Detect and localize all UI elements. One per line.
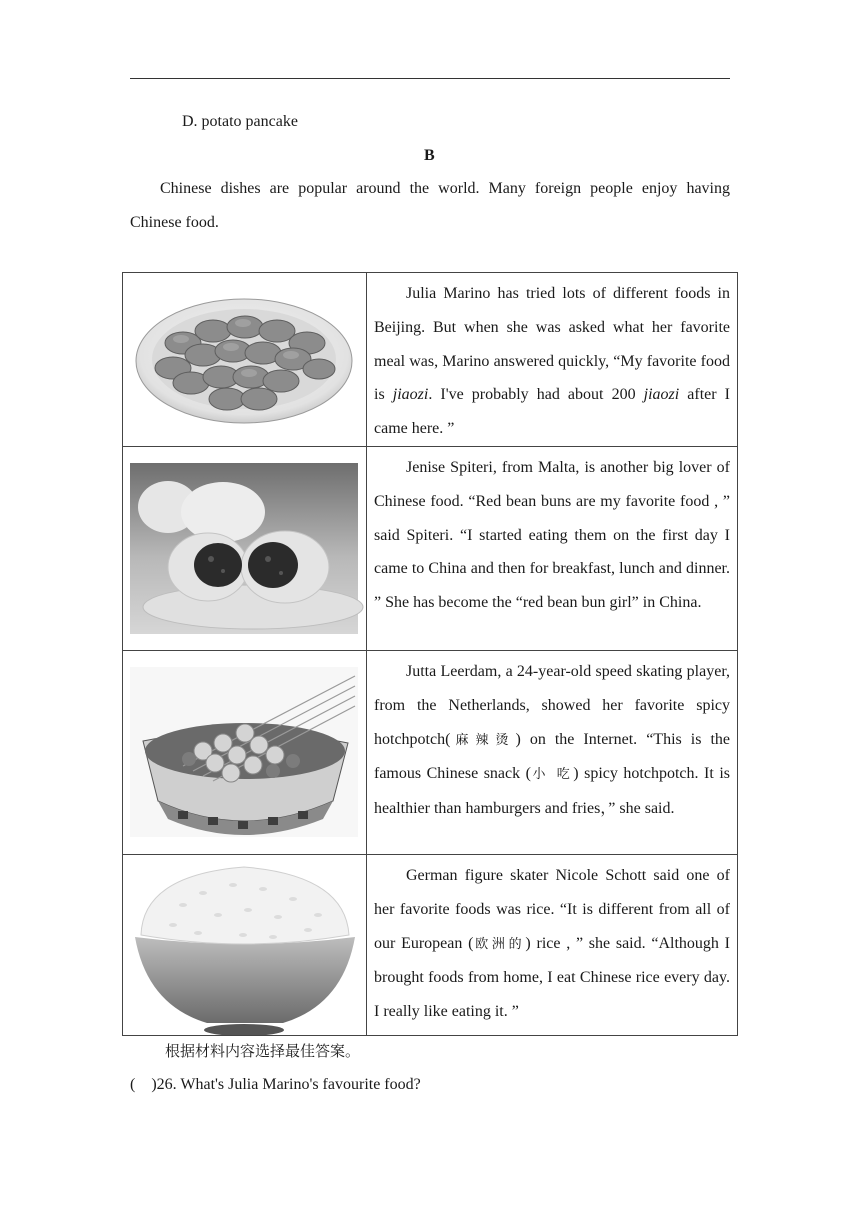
row1-italic-a: jiaozi	[392, 386, 429, 404]
image-cell	[123, 273, 367, 447]
text-cell	[367, 650, 738, 854]
text-cell	[367, 854, 738, 1035]
intro-text: Chinese dishes are popular around the world. Many foreign people enjoy having Chinese food.	[130, 180, 730, 231]
row3-text-a: Jutta Leerdam, a 24-year-old speed skating player, from the Netherlands, showed her favorite spicy hotchpotch(	[374, 662, 730, 748]
red-bean-buns-icon	[123, 447, 366, 650]
text-cell	[367, 446, 738, 650]
row2-text: Jenise Spiteri, from Malta, is another big lover of Chinese food. “Red bean buns are my favorite food , ” said Spiteri. “I started eating them on the first day I came to China and then for breakfast, lunch and dinner. ” She has become the “red bean bun girl” in China.	[374, 458, 730, 612]
header-rule	[130, 78, 730, 79]
option-d: D. potato pancake	[182, 113, 298, 130]
row3-text-c: ) spicy hotchpotch. It is healthier than hamburgers and fries，” she said.	[374, 765, 731, 818]
row1-text-b: . I've probably had about 200	[428, 386, 644, 404]
row1-text-c: after I came here. ”	[374, 386, 731, 438]
row4-text-b: ) rice , ” she said. “Although I brought foods from home, I eat Chinese rice every day. I really like eating it. ”	[374, 934, 730, 1021]
intro-paragraph	[130, 172, 730, 240]
image-cell	[123, 446, 367, 650]
food-table	[122, 272, 738, 1036]
table-row	[123, 854, 738, 1035]
text-cell	[367, 273, 738, 447]
image-cell	[123, 854, 367, 1035]
row3-cjk-a: 麻辣烫	[450, 732, 516, 748]
question-26: ( )26. What's Julia Marino's favourite food?	[130, 1076, 421, 1093]
instruction: 根据材料内容选择最佳答案。	[165, 1042, 361, 1060]
row3-cjk-b: 小 吃	[531, 767, 574, 783]
dumplings-plate-icon	[123, 273, 366, 443]
table-row	[123, 446, 738, 650]
image-cell	[123, 650, 367, 854]
table-row	[123, 650, 738, 854]
row1-italic-b: jiaozi	[643, 386, 680, 404]
rice-bowl-icon	[123, 855, 366, 1035]
row3-text-b: ) on the Internet. “This is the famous Chinese snack (	[374, 730, 730, 783]
spicy-hotchpotch-bowl-icon	[123, 651, 366, 854]
row1-text-a: Julia Marino has tried lots of different foods in Beijing. But when she was asked what her favorite meal was, Marino answered quickly, “My favorite food is	[374, 285, 730, 404]
row4-text-a: German figure skater Nicole Schott said one of her favorite foods was rice. “It is different from all of our European (	[374, 866, 730, 952]
row4-cjk-a: 欧洲的	[473, 936, 526, 952]
table-row	[123, 273, 738, 447]
section-label: B	[424, 147, 435, 164]
